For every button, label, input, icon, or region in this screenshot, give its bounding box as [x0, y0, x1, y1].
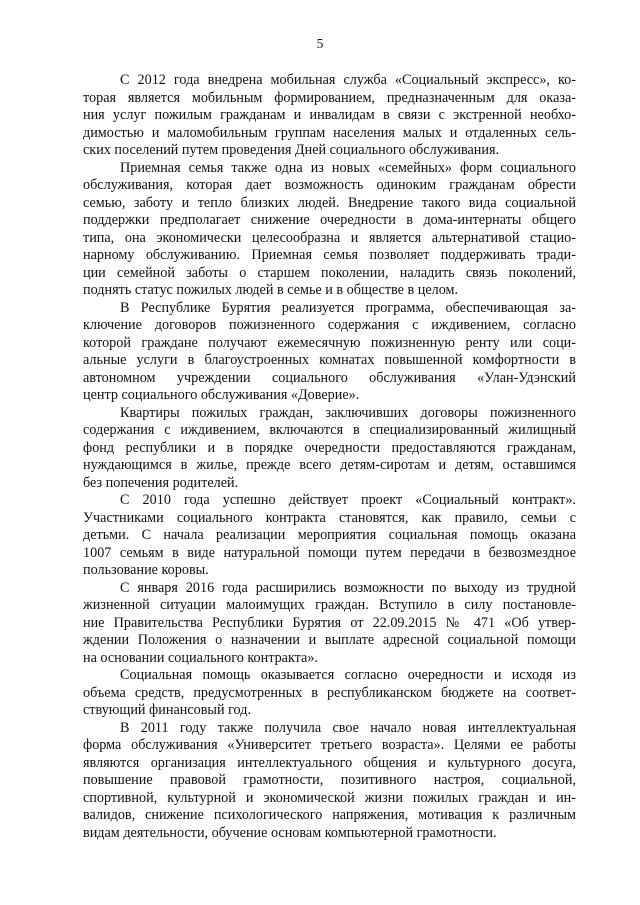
text-line: форма обслуживания «Университет третьего возраста». Целями ее работы	[83, 737, 576, 753]
body-text	[83, 72, 576, 842]
text-line: валидов, снижение психологического напряжения, мотивация к различным	[83, 807, 576, 823]
text-line: С 2010 года успешно действует проект «Социальный контракт».	[120, 492, 576, 508]
text-line: ствующий финансовый год.	[83, 702, 252, 718]
text-line: автономном учреждении социального обслуживания «Улан-Удэнский	[83, 369, 576, 386]
text-line: нарному обслуживанию. Приемная семья позволяет поддерживать тради-	[83, 247, 576, 263]
text-line: ждении Положения о назначении и выплате адресной социальной помощи	[83, 632, 576, 648]
text-line: поднять статус пожилых людей в семье и в обществе в целом.	[83, 282, 459, 298]
text-line: жизненной ситуации малоимущих граждан. Вступило в силу постановле-	[83, 597, 576, 613]
text-line: семью, заботу и тепло близких людей. Внедрение такого вида социальной	[83, 194, 576, 211]
text-line: Участниками социального контракта становятся, как правило, семьи с	[83, 509, 576, 526]
paragraph	[83, 667, 576, 720]
text-line: нуждающимся в жилье, прежде всего детям-сиротам и детям, оставшимся	[83, 457, 576, 473]
text-line: Квартиры пожилых граждан, заключивших договоры пожизненного	[120, 404, 576, 421]
text-line: на основании социального контракта».	[83, 649, 318, 666]
text-line: фонд республики и в порядке очередности предоставляются гражданам,	[83, 439, 576, 456]
text-line: являются организация интеллектуального общения и культурного досуга,	[83, 754, 576, 771]
text-line: детьми. С начала реализации мероприятия социальная помощь оказана	[83, 527, 576, 543]
text-line: поддержки предполагает снижение очередности в дома-интернаты общего	[83, 212, 576, 228]
text-line: Социальная помощь оказывается согласно очередности и исходя из	[120, 667, 576, 683]
paragraph	[83, 580, 576, 668]
text-line: обслуживания, которая дает возможность одиноким гражданам обрести	[83, 177, 576, 193]
text-line: содержания с иждивением, включаются в специализированный жилищный	[83, 422, 576, 438]
paragraph	[83, 405, 576, 493]
text-line: повышение правовой грамотности, позитивного настроя, социальной,	[83, 772, 576, 788]
text-line: димостью и маломобильным группам населения малых и отдаленных сель-	[83, 124, 576, 141]
text-line: без попечения родителей.	[83, 474, 239, 491]
text-line: пользование коровы.	[83, 562, 209, 578]
text-line: ключение договоров пожизненного содержания с иждивением, согласно	[83, 317, 576, 333]
text-line: В 2011 году также получила свое начало новая интеллектуальная	[120, 719, 576, 736]
text-line: ния услуг пожилым гражданам и инвалидам в связи с экстренной необхо-	[83, 107, 576, 123]
text-line: типа, она экономически целесообразна и является альтернативой стацио-	[83, 229, 576, 246]
text-line: ских поселений путем проведения Дней социального обслуживания.	[83, 142, 500, 158]
text-line: центр социального обслуживания «Доверие».	[83, 387, 360, 403]
paragraph	[83, 72, 576, 160]
text-line: Приемная семья также одна из новых «семейных» форм социального	[120, 159, 576, 176]
text-line: альные услуги в благоустроенных комнатах повышенной комфортности в	[83, 352, 576, 368]
text-line: С января 2016 года расширились возможности по выходу из трудной	[120, 579, 576, 596]
paragraph	[83, 160, 576, 300]
text-line: В Республике Бурятия реализуется программа, обеспечивающая за-	[120, 299, 576, 316]
paragraph	[83, 720, 576, 843]
text-line: объема средств, предусмотренных в республиканском бюджете на соответ-	[83, 684, 576, 701]
text-line: торая является мобильным формированием, предназначенным для оказа-	[83, 89, 576, 106]
text-line: спортивной, культурной и экономической жизни пожилых граждан и ин-	[83, 789, 576, 806]
text-line: видам деятельности, обучение основам компьютерной грамотности.	[83, 824, 497, 841]
page-number: 5	[316, 36, 324, 51]
paragraph	[83, 300, 576, 405]
text-line: С 2012 года внедрена мобильная служба «Социальный экспресс», ко-	[120, 72, 576, 88]
text-line: которой граждане получают ежемесячную пожизненную ренту или соци-	[83, 334, 576, 351]
text-line: ние Правительства Республики Бурятия от 22.09.2015 № 471 «Об утвер-	[83, 614, 576, 631]
text-line: ции семейной заботы о старшем поколении, наладить связь поколений,	[83, 264, 576, 281]
paragraph	[83, 492, 576, 580]
text-line: 1007 семьям в виде натуральной помощи путем передачи в безвозмездное	[83, 544, 576, 561]
